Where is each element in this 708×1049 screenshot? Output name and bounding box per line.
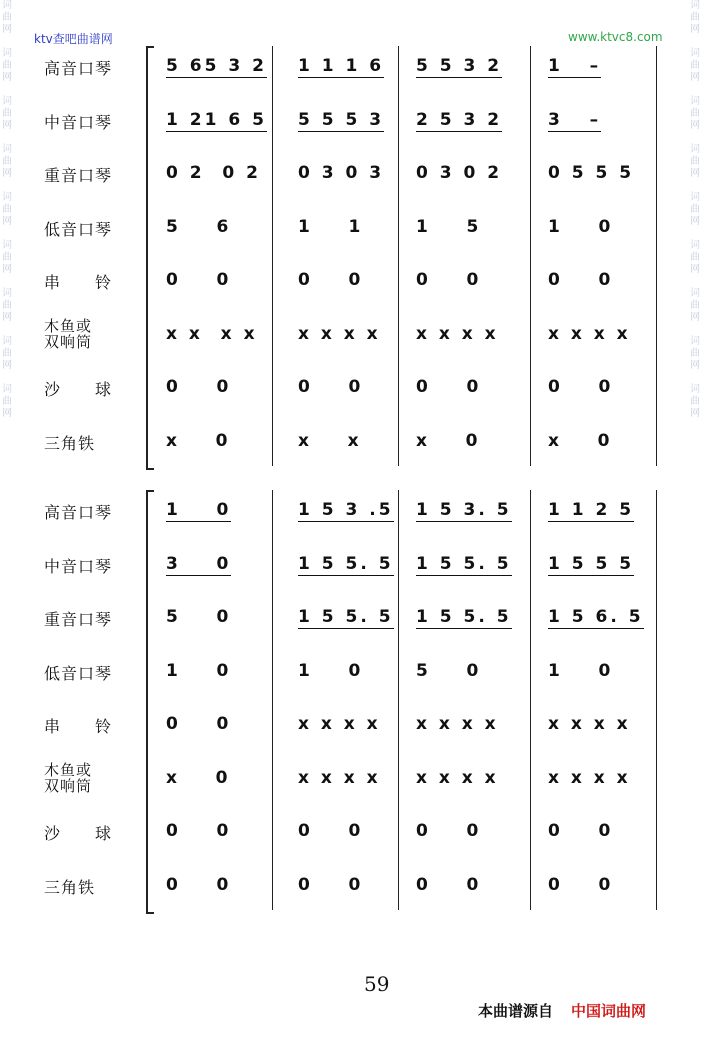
side-watermark-glyph: 网 [2,408,12,419]
system-bracket [146,490,154,914]
instrument-label: 低音口琴 [44,663,113,683]
measure-notes: 0 0 [298,821,364,841]
side-watermark-glyph: 网 [2,168,12,179]
bar-line [656,490,657,910]
measure-notes: x x x x [548,767,631,788]
instrument-label: 串 铃 [44,717,113,736]
measure-notes: 0 0 [416,874,482,895]
instrument-label: 重音口琴 [44,610,113,629]
side-watermark-glyph: 网 [2,360,12,371]
measure-notes: x x x x [298,323,381,344]
measure-notes: 1 5 [416,216,482,237]
measure-notes: x 0 [166,767,231,788]
side-watermark-glyph: 网 [690,408,700,419]
measure-notes: 5 65 3 2 [166,56,267,76]
side-watermark-glyph: 词 [690,96,700,107]
measure-notes: 0 5 5 5 [548,163,635,183]
measure-notes: 0 2 0 2 [166,163,261,183]
side-watermark-glyph: 曲 [2,204,12,215]
measure-notes: x x x x [416,767,499,788]
instrument-label: 串 铃 [44,273,113,292]
measure-notes: 1 0 [548,216,614,237]
side-watermark-glyph: 曲 [690,252,700,263]
side-watermark-glyph: 词 [690,384,700,395]
bar-line [656,46,657,466]
measure-notes: 1 – [548,56,602,76]
measure-notes: 1 1 1 6 [298,56,385,76]
measure-notes: 1 0 [166,500,232,520]
measure-notes: 0 0 [298,270,364,290]
side-watermark-glyph: 词 [690,144,700,155]
measure-notes: 1 0 [548,660,614,681]
side-watermark-glyph: 曲 [690,204,700,215]
source-credit [478,1000,646,1021]
side-watermark-glyph: 网 [690,216,700,227]
side-watermark-glyph: 曲 [2,60,12,71]
side-watermark-glyph: 网 [2,120,12,131]
measure-notes: 1 21 6 5 [166,109,267,130]
side-watermark-glyph: 网 [690,168,700,179]
measure-notes: x x x x [548,323,631,344]
instrument-label: 高音口琴 [44,503,113,522]
side-watermark-glyph: 曲 [690,108,700,119]
side-watermark-glyph: 词 [690,48,700,59]
measure-notes: 0 0 [166,714,232,734]
side-watermark-glyph: 曲 [2,348,12,359]
instrument-label: 高音口琴 [44,59,113,78]
measure-notes: 0 0 [166,377,232,397]
measure-notes: 1 0 [298,660,364,681]
measure-notes: 3 – [548,109,602,130]
bar-line [398,46,399,466]
side-watermark-glyph: 网 [2,264,12,275]
side-watermark-glyph: 网 [690,24,700,35]
measure-notes: 1 5 6. 5 [548,607,644,627]
side-watermark-glyph: 词 [2,384,12,395]
system-bracket [146,46,154,470]
page-number: 59 [364,972,390,996]
instrument-label: 沙 球 [44,824,113,843]
side-watermark-glyph: 曲 [2,252,12,263]
side-watermark-glyph: 词 [2,192,12,203]
side-watermark-glyph: 词 [2,144,12,155]
side-watermark-glyph: 词 [690,240,700,251]
measure-notes: 1 5 5. 5 [416,553,512,574]
instrument-label: 木鱼或 双响筒 [44,316,93,351]
measure-notes: 5 5 3 2 [416,56,503,76]
measure-notes: x 0 [548,430,613,451]
measure-notes: 3 0 [166,553,232,574]
measure-notes: 0 3 0 2 [416,163,503,183]
side-watermark-glyph: 曲 [2,12,12,23]
side-watermark-glyph: 网 [2,24,12,35]
side-watermark-glyph: 曲 [2,300,12,311]
instrument-label: 沙 球 [44,380,113,399]
measure-notes: x x x x [416,323,499,344]
source-prefix: 本曲谱源自 [478,1002,554,1020]
side-watermark-glyph: 网 [2,312,12,323]
measure-notes: 5 5 5 3 [298,109,385,130]
measure-notes: x x [298,430,362,451]
measure-notes: 0 0 [166,874,232,895]
source-brand[interactable]: 中国词曲网 [571,1002,647,1020]
measure-notes: 0 0 [416,821,482,841]
measure-notes: x x x x [416,714,499,734]
measure-notes: x x x x [166,323,258,344]
instrument-label: 重音口琴 [44,166,113,185]
measure-notes: 2 5 3 2 [416,109,503,130]
measure-notes: 1 5 3. 5 [416,500,512,520]
measure-notes: 0 3 0 3 [298,163,385,183]
side-watermark-glyph: 词 [2,48,12,59]
measure-notes: 1 5 5. 5 [298,607,394,627]
bar-line [272,490,273,910]
measure-notes: 0 0 [548,821,614,841]
measure-notes: x 0 [416,430,481,451]
side-watermark-glyph: 词 [690,0,700,11]
side-watermark-glyph: 词 [2,240,12,251]
measure-notes: 1 0 [166,660,232,681]
measure-notes: 0 0 [548,874,614,895]
side-watermark-glyph: 词 [2,288,12,299]
watermark-top-right: www.ktvc8.com [568,30,663,44]
side-watermark-glyph: 词 [690,336,700,347]
side-watermark-glyph: 词 [2,96,12,107]
measure-notes: 0 0 [298,874,364,895]
measure-notes: 0 0 [548,377,614,397]
side-watermark-glyph: 曲 [2,156,12,167]
side-watermark-glyph: 网 [690,312,700,323]
measure-notes: x x x x [298,767,381,788]
instrument-label: 木鱼或 双响筒 [44,760,93,795]
measure-notes: x x x x [298,714,381,734]
measure-notes: 0 0 [416,270,482,290]
measure-notes: 1 5 3 .5 [298,500,394,520]
measure-notes: 5 0 [166,607,232,627]
bar-line [398,490,399,910]
side-watermark-glyph: 网 [690,264,700,275]
side-watermark-glyph: 曲 [690,348,700,359]
side-watermark-glyph: 曲 [690,156,700,167]
side-watermark-glyph: 词 [2,336,12,347]
side-watermark-glyph: 词 [690,288,700,299]
bar-line [530,46,531,466]
measure-notes: 5 6 [166,216,232,237]
instrument-label: 三角铁 [44,877,96,897]
side-watermark-glyph: 曲 [690,300,700,311]
instrument-label: 三角铁 [44,433,96,453]
measure-notes: 0 0 [416,377,482,397]
measure-notes: 1 1 [298,216,364,237]
side-watermark-glyph: 曲 [2,396,12,407]
side-watermark-glyph: 网 [690,72,700,83]
side-watermark-glyph: 曲 [2,108,12,119]
measure-notes: x 0 [166,430,231,451]
measure-notes: 0 0 [166,270,232,290]
measure-notes: 0 0 [298,377,364,397]
watermark-top-left: ktv查吧曲谱网 [34,32,113,46]
side-watermark-glyph: 词 [690,192,700,203]
side-watermark-glyph: 网 [690,360,700,371]
measure-notes: 1 5 5 5 [548,553,635,574]
side-watermark-glyph: 网 [690,120,700,131]
measure-notes: 0 0 [166,821,232,841]
instrument-label: 中音口琴 [44,556,113,576]
measure-notes: 1 1 2 5 [548,500,635,520]
measure-notes: 0 0 [548,270,614,290]
bar-line [272,46,273,466]
measure-notes: 1 5 5. 5 [416,607,512,627]
instrument-label: 中音口琴 [44,112,113,132]
side-watermark-glyph: 网 [2,72,12,83]
measure-notes: 5 0 [416,660,482,681]
instrument-label: 低音口琴 [44,219,113,239]
bar-line [530,490,531,910]
side-watermark-glyph: 曲 [690,396,700,407]
measure-notes: 1 5 5. 5 [298,553,394,574]
side-watermark-glyph: 词 [2,0,12,11]
side-watermark-glyph: 曲 [690,60,700,71]
side-watermark-glyph: 曲 [690,12,700,23]
side-watermark-glyph: 网 [2,216,12,227]
measure-notes: x x x x [548,714,631,734]
